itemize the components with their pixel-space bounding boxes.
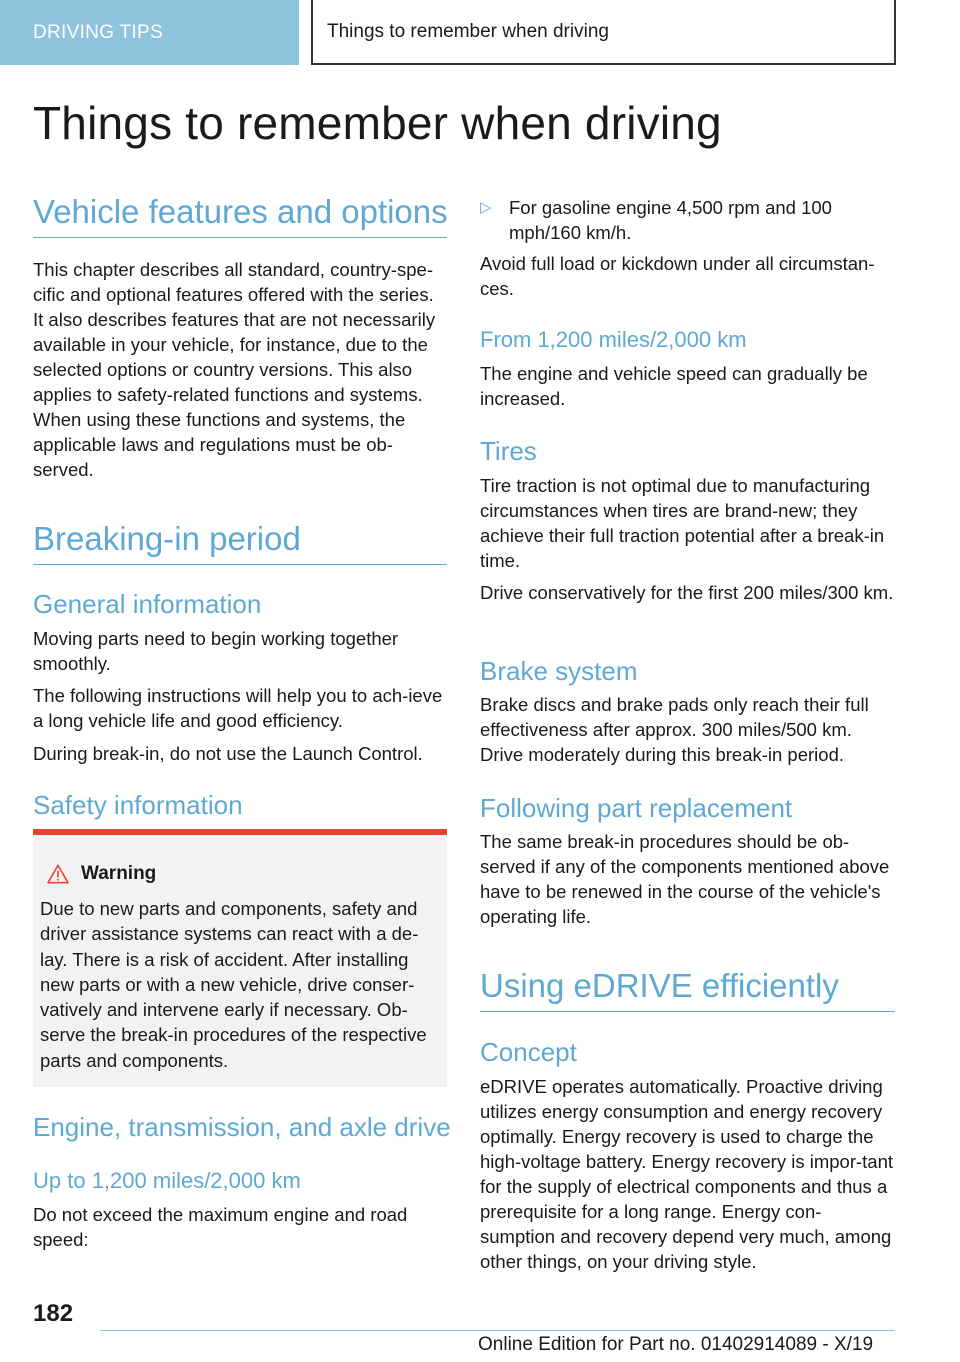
footer-edition: Online Edition for Part no. 01402914089 - X/19: [478, 1334, 874, 1355]
heading-safety-information: Safety information: [33, 790, 243, 820]
heading-tires: Tires: [480, 436, 537, 466]
concept-body: eDRIVE operates automatically. Proactive driving utilizes energy consumption and energy recovery optimally. Energy recovery is used to charge the high-voltage battery. Energy recovery is impor-tant for the supply of electrical components and thus a prerequisite for a long range. Energy con-sumption and recovery depend very much, among other things, on your driving style.: [480, 1076, 894, 1272]
heading-following-part-replacement: Following part replacement: [480, 793, 793, 823]
page-title: Things to remember when driving: [33, 97, 722, 149]
header-section-label: DRIVING TIPS: [33, 21, 163, 43]
header-chapter-label: Things to remember when driving: [327, 20, 609, 42]
header-chapter-tab: [311, 0, 896, 65]
bullet-gasoline-engine: [480, 195, 895, 245]
up-to-1200-body: Do not exceed the maximum engine and road speed:: [33, 1204, 408, 1250]
page-number: 182: [33, 1300, 74, 1327]
warning-header: [47, 863, 156, 885]
brake-system-body: Brake discs and brake pads only reach their full effectiveness after approx. 300 miles/500 km. Drive moderately during this break-in period.: [480, 694, 869, 765]
warning-label: Warning: [81, 863, 157, 884]
heading-concept: Concept: [480, 1037, 577, 1067]
heading-general-information: General information: [33, 589, 262, 619]
warning-box: [33, 829, 447, 1087]
heading-vehicle-features: Vehicle features and options: [33, 193, 447, 238]
footer-divider: [100, 1330, 895, 1331]
heading-brake-system: Brake system: [480, 656, 638, 686]
heading-breaking-in: Breaking-in period: [33, 520, 447, 565]
header-section-tab: [0, 0, 299, 65]
heading-using-edrive: Using eDRIVE efficiently: [480, 967, 895, 1012]
warning-text: Due to new parts and components, safety and driver assistance systems can react with a de-lay. There is a risk of accident. After installing new parts or with a new vehicle, drive conser-vatively and intervene early if necessary. Ob-serve the break-in procedures of the respective parts and components.: [40, 898, 427, 1071]
vehicle-features-body: This chapter describes all standard, country-spe-cific and optional features offered with the series. It also describes features that are not necessarily available in your vehicle, for instance, due to the selected options or country versions. This also applies to safety-related functions and systems. When using these functions and systems, the applicable laws and regulations must be ob-served.: [33, 259, 436, 480]
following-replacement-body: The same break-in procedures should be ob-served if any of the components mentioned above have to be renewed in the course of the vehicle's operating life.: [480, 831, 890, 927]
bullet-triangle-icon: ▷: [480, 199, 492, 216]
avoid-full-load: Avoid full load or kickdown under all circumstan-ces.: [480, 253, 875, 299]
heading-from-1200: From 1,200 miles/2,000 km: [480, 327, 747, 352]
tires-p2: Drive conservatively for the first 200 miles/300 km.: [480, 582, 894, 603]
general-info-p2: The following instructions will help you to ach-ieve a long vehicle life and good efficiency.: [33, 685, 443, 731]
warning-triangle-icon: [47, 864, 69, 884]
heading-up-to-1200: Up to 1,200 miles/2,000 km: [33, 1168, 301, 1193]
from-1200-body: The engine and vehicle speed can gradually be increased.: [480, 363, 868, 409]
general-info-p3: During break-in, do not use the Launch Control.: [33, 743, 423, 764]
heading-engine-transmission: Engine, transmission, and axle drive: [33, 1112, 451, 1142]
tires-p1: Tire traction is not optimal due to manufacturing circumstances when tires are brand-new; they achieve their full traction potential after a break-in time.: [480, 475, 885, 571]
general-info-p1: Moving parts need to begin working together smoothly.: [33, 628, 399, 674]
bullet-gasoline-text: For gasoline engine 4,500 rpm and 100 mph/160 km/h.: [509, 197, 832, 243]
